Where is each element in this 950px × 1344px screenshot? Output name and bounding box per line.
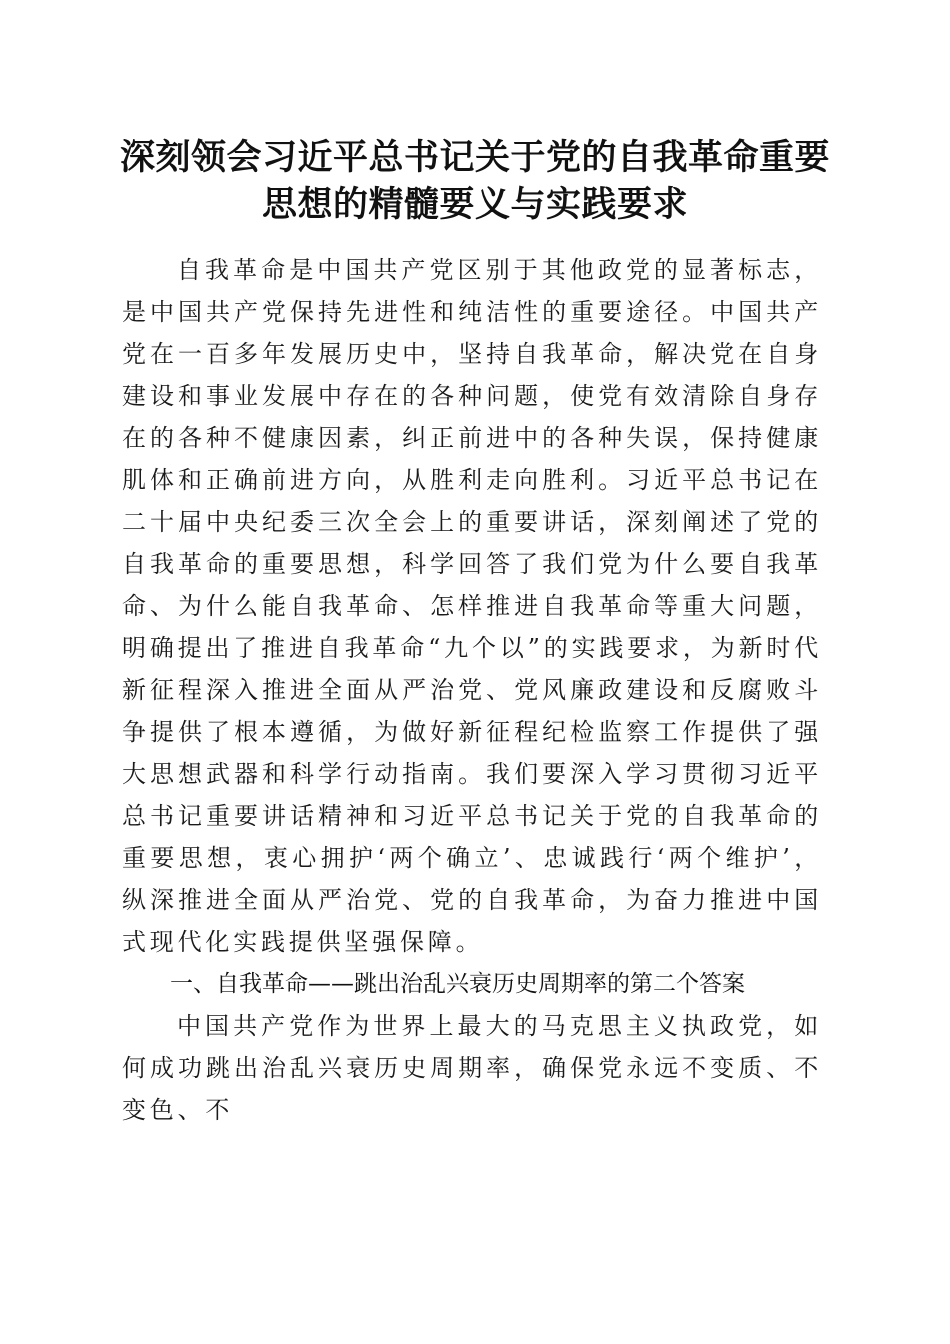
document-body	[122, 249, 822, 1131]
title-line-2: 思想的精髓要义与实践要求	[261, 184, 688, 225]
intro-paragraph: 自我革命是中国共产党区别于其他政党的显著标志，是中国共产党保持先进性和纯洁性的重要途径。中国共产党在一百多年发展历史中，坚持自我革命，解决党在自身建设和事业发展中存在的各种问题，使党有效清除自身存在的各种不健康因素，纠正前进中的各种失误，保持健康肌体和正确前进方向，从胜利走向胜利。习近平总书记在二十届中央纪委三次全会上的重要讲话，深刻阐述了党的自我革命的重要思想，科学回答了我们党为什么要自我革命、为什么能自我革命、怎样推进自我革命等重大问题，明确提出了推进自我革命“九个以”的实践要求，为新时代新征程深入推进全面从严治党、党风廉政建设和反腐败斗争提供了根本遵循，为做好新征程纪检监察工作提供了强大思想武器和科学行动指南。我们要深入学习贯彻习近平总书记重要讲话精神和习近平总书记关于党的自我革命的重要思想，衷心拥护‘两个确立’、忠诚践行‘两个维护’，纵深推进全面从严治党、党的自我革命，为奋力推进中国式现代化实践提供坚强保障。	[122, 256, 822, 956]
document-title	[112, 134, 838, 228]
section-heading-1: 一、自我革命——跳出治乱兴衰历史周期率的第二个答案	[170, 971, 745, 997]
title-line-1: 深刻领会习近平总书记关于党的自我革命重要	[119, 137, 830, 178]
section-1-paragraph: 中国共产党作为世界上最大的马克思主义执政党，如何成功跳出治乱兴衰历史周期率，确保党永远不变质、不变色、不	[122, 1012, 822, 1124]
